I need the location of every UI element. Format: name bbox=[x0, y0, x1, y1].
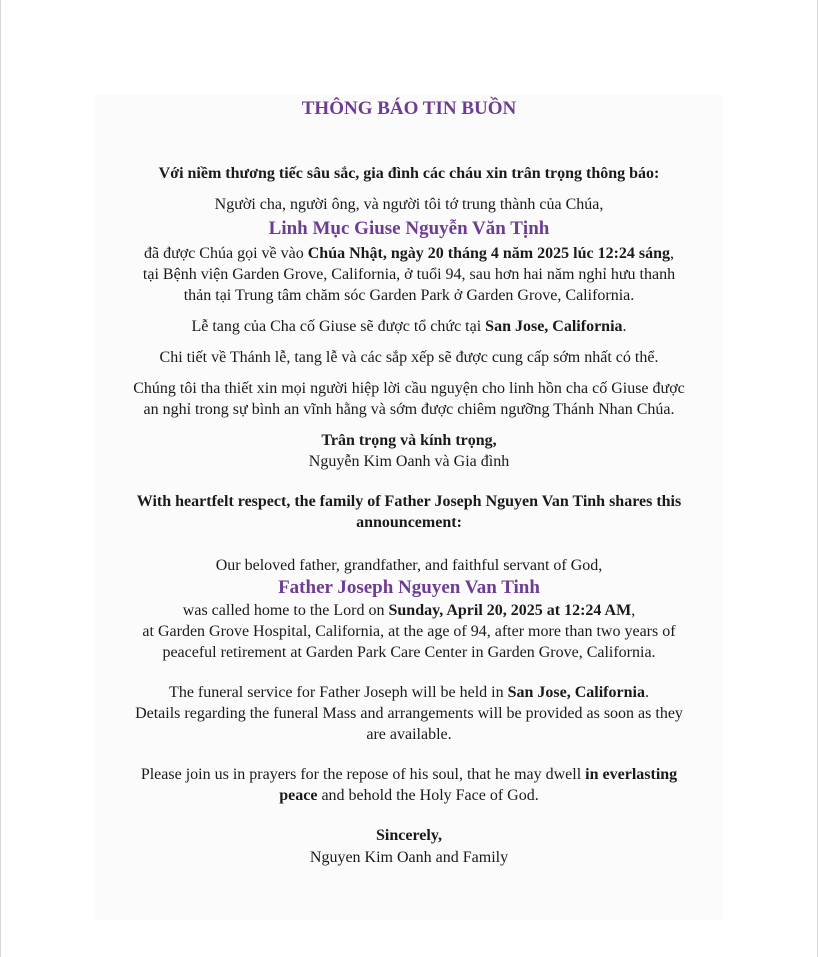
vi-called-home: đã được Chúa gọi về vào Chúa Nhật, ngày 20 tháng 4 năm 2025 lúc 12:24 sáng, bbox=[143, 245, 675, 262]
vi-signature: Nguyễn Kim Oanh và Gia đình bbox=[308, 453, 510, 470]
vi-priest-name: Linh Mục Giuse Nguyễn Văn Tịnh bbox=[268, 218, 550, 239]
en-place-line2: peaceful retirement at Garden Park Care Center in Garden Grove, California. bbox=[162, 644, 656, 661]
vi-intro: Với niềm thương tiếc sâu sắc, gia đình các cháu xin trân trọng thông báo: bbox=[158, 165, 660, 182]
en-prayer-line2: peace and behold the Holy Face of God. bbox=[279, 787, 539, 804]
vi-closing: Trân trọng và kính trọng, bbox=[321, 432, 497, 449]
page-border-left bbox=[0, 0, 1, 957]
vi-prayer-line2: an nghỉ trong sự bình an vĩnh hằng và sớm được chiêm ngưỡng Thánh Nhan Chúa. bbox=[143, 401, 675, 418]
vi-place-line2: thản tại Trung tâm chăm sóc Garden Park ở Garden Grove, California. bbox=[183, 287, 635, 304]
en-line1: Our beloved father, grandfather, and faithful servant of God, bbox=[215, 557, 603, 574]
en-called-home: was called home to the Lord on Sunday, April 20, 2025 at 12:24 AM, bbox=[182, 602, 636, 619]
en-place-line1: at Garden Grove Hospital, California, at the age of 94, after more than two years of bbox=[142, 623, 676, 640]
en-prayer-line1: Please join us in prayers for the repose of his soul, that he may dwell in everlasting bbox=[140, 766, 678, 783]
en-closing: Sincerely, bbox=[376, 827, 442, 844]
vi-details: Chi tiết về Thánh lễ, tang lễ và các sắp xếp sẽ được cung cấp sớm nhất có thể. bbox=[159, 349, 659, 366]
en-signature: Nguyen Kim Oanh and Family bbox=[309, 849, 509, 866]
en-intro-line2: announcement: bbox=[356, 514, 462, 531]
en-funeral: The funeral service for Father Joseph will be held in San Jose, California. bbox=[169, 684, 649, 701]
vi-place-line1: tại Bệnh viện Garden Grove, California, ở tuổi 94, sau hơn hai năm nghỉ hưu thanh bbox=[142, 266, 676, 283]
vi-line1: Người cha, người ông, và người tôi tớ trung thành của Chúa, bbox=[214, 196, 604, 213]
en-intro-line1: With heartfelt respect, the family of Father Joseph Nguyen Van Tinh shares this bbox=[136, 493, 682, 510]
en-details-line1: Details regarding the funeral Mass and arrangements will be provided as soon as they bbox=[135, 705, 683, 722]
en-details-line2: are available. bbox=[366, 726, 452, 743]
announcement-card bbox=[95, 95, 723, 920]
vi-funeral: Lễ tang của Cha cố Giuse sẽ được tổ chức tại San Jose, California. bbox=[191, 318, 627, 335]
announcement-title: THÔNG BÁO TIN BUỒN bbox=[301, 98, 517, 119]
vi-prayer-line1: Chúng tôi tha thiết xin mọi người hiệp lời cầu nguyện cho linh hồn cha cố Giuse được bbox=[133, 380, 685, 397]
en-priest-name: Father Joseph Nguyen Van Tinh bbox=[278, 577, 540, 598]
